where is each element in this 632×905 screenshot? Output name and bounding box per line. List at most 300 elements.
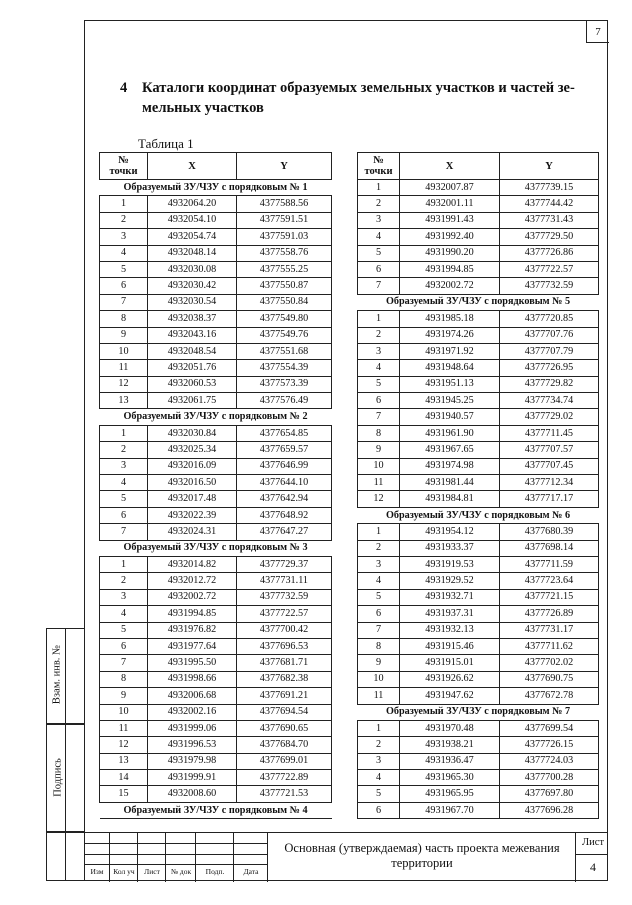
table-row — [100, 507, 332, 523]
column-header-x: X — [400, 153, 500, 180]
x-coordinate-cell: 4932038.37 — [148, 311, 237, 327]
group-title: Образуемый ЗУ/ЧЗУ с порядковым № 4 — [100, 802, 332, 818]
table-row — [100, 671, 332, 687]
point-number-cell: 5 — [100, 622, 148, 638]
table-row — [358, 196, 599, 212]
point-number-cell: 5 — [100, 491, 148, 507]
x-coordinate-cell: 4932054.10 — [148, 212, 237, 228]
y-coordinate-cell: 4377739.15 — [500, 180, 599, 196]
point-number-cell: 5 — [358, 376, 400, 392]
x-coordinate-cell: 4931947.62 — [400, 688, 500, 704]
y-coordinate-cell: 4377729.02 — [500, 409, 599, 425]
column-header-point-line1: № — [118, 155, 129, 166]
side-stamp-blank — [46, 832, 84, 881]
y-coordinate-cell: 4377731.17 — [500, 622, 599, 638]
table-caption: Таблица 1 — [138, 136, 194, 151]
point-number-cell: 6 — [100, 278, 148, 294]
x-coordinate-cell: 4932048.54 — [148, 343, 237, 359]
point-number-cell: 10 — [100, 704, 148, 720]
group-title: Образуемый ЗУ/ЧЗУ с порядковым № 1 — [100, 180, 332, 196]
table-row — [358, 475, 599, 491]
table-row — [358, 737, 599, 753]
y-coordinate-cell: 4377576.49 — [237, 393, 332, 409]
table-row — [358, 524, 599, 540]
x-coordinate-cell: 4931974.98 — [400, 458, 500, 474]
point-number-cell: 9 — [358, 442, 400, 458]
page-number-box — [586, 21, 609, 43]
table-row — [100, 261, 332, 277]
y-coordinate-cell: 4377591.03 — [237, 229, 332, 245]
point-number-cell: 4 — [100, 245, 148, 261]
x-coordinate-cell: 4932001.11 — [400, 196, 500, 212]
point-number-cell: 3 — [100, 229, 148, 245]
table-row — [358, 425, 599, 441]
point-number-cell: 11 — [358, 475, 400, 491]
table-row — [100, 524, 332, 540]
point-number-cell: 2 — [100, 212, 148, 228]
x-coordinate-cell: 4932016.50 — [148, 475, 237, 491]
table-row — [100, 245, 332, 261]
coordinates-table-left — [99, 152, 332, 819]
column-header-point — [100, 153, 148, 180]
table-row — [358, 802, 599, 818]
y-coordinate-cell: 4377558.76 — [237, 245, 332, 261]
point-number-cell: 15 — [100, 786, 148, 802]
y-coordinate-cell: 4377654.85 — [237, 425, 332, 441]
table-row — [100, 491, 332, 507]
x-coordinate-cell: 4931940.57 — [400, 409, 500, 425]
x-coordinate-cell: 4931985.18 — [400, 311, 500, 327]
column-header-y: Y — [237, 153, 332, 180]
column-header-point-line2: точки — [364, 166, 393, 177]
x-coordinate-cell: 4931919.53 — [400, 556, 500, 572]
x-coordinate-cell: 4931961.90 — [400, 425, 500, 441]
x-coordinate-cell: 4931915.01 — [400, 655, 500, 671]
table-row — [100, 737, 332, 753]
document-title-line2: территории — [391, 856, 453, 870]
column-header-point-line2: точки — [109, 166, 138, 177]
point-number-cell: 2 — [358, 327, 400, 343]
table-row — [100, 278, 332, 294]
side-label-podpis: Подпись — [52, 758, 64, 797]
x-coordinate-cell: 4931929.52 — [400, 573, 500, 589]
x-coordinate-cell: 4931999.06 — [148, 720, 237, 736]
point-number-cell: 11 — [100, 720, 148, 736]
group-header-row — [358, 704, 599, 720]
point-number-cell: 11 — [100, 360, 148, 376]
point-number-cell: 1 — [358, 720, 400, 736]
table-row — [100, 376, 332, 392]
point-number-cell: 1 — [358, 311, 400, 327]
table-row — [358, 327, 599, 343]
y-coordinate-cell: 4377591.51 — [237, 212, 332, 228]
x-coordinate-cell: 4932030.84 — [148, 425, 237, 441]
column-header-point-line1: № — [373, 155, 384, 166]
y-coordinate-cell: 4377732.59 — [237, 589, 332, 605]
point-number-cell: 2 — [100, 573, 148, 589]
point-number-cell: 2 — [358, 737, 400, 753]
y-coordinate-cell: 4377707.57 — [500, 442, 599, 458]
x-coordinate-cell: 4931951.13 — [400, 376, 500, 392]
x-coordinate-cell: 4931965.95 — [400, 786, 500, 802]
x-coordinate-cell: 4931977.64 — [148, 638, 237, 654]
table-row — [100, 589, 332, 605]
x-coordinate-cell: 4931937.31 — [400, 606, 500, 622]
y-coordinate-cell: 4377681.71 — [237, 655, 332, 671]
group-header-row — [100, 409, 332, 425]
x-coordinate-cell: 4931981.44 — [400, 475, 500, 491]
table-row — [100, 606, 332, 622]
point-number-cell: 5 — [100, 261, 148, 277]
x-coordinate-cell: 4931938.21 — [400, 737, 500, 753]
x-coordinate-cell: 4932002.72 — [400, 278, 500, 294]
x-coordinate-cell: 4931979.98 — [148, 753, 237, 769]
y-coordinate-cell: 4377700.28 — [500, 770, 599, 786]
y-coordinate-cell: 4377726.86 — [500, 245, 599, 261]
x-coordinate-cell: 4932025.34 — [148, 442, 237, 458]
point-number-cell: 9 — [358, 655, 400, 671]
table-row — [358, 720, 599, 736]
table-row — [358, 376, 599, 392]
column-header-point — [358, 153, 400, 180]
y-coordinate-cell: 4377734.74 — [500, 393, 599, 409]
point-number-cell: 2 — [358, 196, 400, 212]
x-coordinate-cell: 4931932.71 — [400, 589, 500, 605]
y-coordinate-cell: 4377644.10 — [237, 475, 332, 491]
point-number-cell: 7 — [358, 278, 400, 294]
y-coordinate-cell: 4377647.27 — [237, 524, 332, 540]
table-row — [100, 720, 332, 736]
y-coordinate-cell: 4377731.11 — [237, 573, 332, 589]
x-coordinate-cell: 4931970.48 — [400, 720, 500, 736]
x-coordinate-cell: 4932016.09 — [148, 458, 237, 474]
y-coordinate-cell: 4377717.17 — [500, 491, 599, 507]
table-row — [358, 753, 599, 769]
table-row — [358, 229, 599, 245]
x-coordinate-cell: 4932051.76 — [148, 360, 237, 376]
table-row — [100, 442, 332, 458]
point-number-cell: 8 — [358, 638, 400, 654]
y-coordinate-cell: 4377697.80 — [500, 786, 599, 802]
point-number-cell: 8 — [100, 671, 148, 687]
y-coordinate-cell: 4377722.89 — [237, 770, 332, 786]
group-header-row — [358, 294, 599, 310]
x-coordinate-cell: 4932030.54 — [148, 294, 237, 310]
point-number-cell: 6 — [358, 393, 400, 409]
column-header-y: Y — [500, 153, 599, 180]
table-row — [100, 573, 332, 589]
table-row — [100, 475, 332, 491]
y-coordinate-cell: 4377696.28 — [500, 802, 599, 818]
y-coordinate-cell: 4377696.53 — [237, 638, 332, 654]
group-header-row — [100, 802, 332, 818]
x-coordinate-cell: 4931996.53 — [148, 737, 237, 753]
table-row — [358, 180, 599, 196]
group-header-row — [100, 540, 332, 556]
y-coordinate-cell: 4377726.89 — [500, 606, 599, 622]
stamp-label-dok: № док — [170, 867, 192, 876]
y-coordinate-cell: 4377702.02 — [500, 655, 599, 671]
table-row — [358, 245, 599, 261]
x-coordinate-cell: 4931992.40 — [400, 229, 500, 245]
sheet-number: 4 — [590, 860, 596, 874]
page-number: 7 — [595, 25, 601, 38]
y-coordinate-cell: 4377680.39 — [500, 524, 599, 540]
x-coordinate-cell: 4931990.20 — [400, 245, 500, 261]
table-row — [100, 196, 332, 212]
point-number-cell: 7 — [358, 409, 400, 425]
point-number-cell: 4 — [100, 606, 148, 622]
y-coordinate-cell: 4377711.62 — [500, 638, 599, 654]
table-row — [100, 458, 332, 474]
y-coordinate-cell: 4377549.80 — [237, 311, 332, 327]
table-row — [358, 671, 599, 687]
section-title-line2: мельных участков — [142, 100, 264, 116]
point-number-cell: 8 — [358, 425, 400, 441]
y-coordinate-cell: 4377711.59 — [500, 556, 599, 572]
y-coordinate-cell: 4377554.39 — [237, 360, 332, 376]
point-number-cell: 5 — [358, 245, 400, 261]
y-coordinate-cell: 4377698.14 — [500, 540, 599, 556]
table-row — [100, 753, 332, 769]
stamp-label-data: Дата — [243, 867, 259, 876]
point-number-cell: 2 — [100, 442, 148, 458]
x-coordinate-cell: 4932043.16 — [148, 327, 237, 343]
y-coordinate-cell: 4377699.01 — [237, 753, 332, 769]
table-row — [100, 294, 332, 310]
table-row — [358, 770, 599, 786]
section-number: 4 — [120, 80, 128, 96]
column-header-x: X — [148, 153, 237, 180]
table-row — [358, 655, 599, 671]
point-number-cell: 13 — [100, 753, 148, 769]
x-coordinate-cell: 4931926.62 — [400, 671, 500, 687]
point-number-cell: 9 — [100, 327, 148, 343]
point-number-cell: 3 — [100, 458, 148, 474]
table-row — [358, 393, 599, 409]
point-number-cell: 10 — [100, 343, 148, 359]
coordinates-table-right — [357, 152, 599, 819]
y-coordinate-cell: 4377726.95 — [500, 360, 599, 376]
point-number-cell: 12 — [100, 737, 148, 753]
table-row — [100, 786, 332, 802]
y-coordinate-cell: 4377691.21 — [237, 688, 332, 704]
table-row — [358, 556, 599, 572]
side-label-vzam: Взам. инв. № — [51, 644, 63, 705]
x-coordinate-cell: 4932008.60 — [148, 786, 237, 802]
y-coordinate-cell: 4377700.42 — [237, 622, 332, 638]
table-row — [100, 343, 332, 359]
table-row — [100, 556, 332, 572]
table-row — [100, 311, 332, 327]
y-coordinate-cell: 4377729.37 — [237, 556, 332, 572]
table-row — [100, 622, 332, 638]
y-coordinate-cell: 4377721.15 — [500, 589, 599, 605]
table-row — [100, 212, 332, 228]
y-coordinate-cell: 4377672.78 — [500, 688, 599, 704]
document-title — [270, 841, 574, 871]
point-number-cell: 1 — [100, 196, 148, 212]
y-coordinate-cell: 4377646.99 — [237, 458, 332, 474]
x-coordinate-cell: 4932060.53 — [148, 376, 237, 392]
x-coordinate-cell: 4931936.47 — [400, 753, 500, 769]
y-coordinate-cell: 4377550.87 — [237, 278, 332, 294]
y-coordinate-cell: 4377722.57 — [500, 261, 599, 277]
point-number-cell: 4 — [358, 360, 400, 376]
x-coordinate-cell: 4932007.87 — [400, 180, 500, 196]
table-row — [358, 458, 599, 474]
point-number-cell: 10 — [358, 458, 400, 474]
y-coordinate-cell: 4377588.56 — [237, 196, 332, 212]
y-coordinate-cell: 4377707.76 — [500, 327, 599, 343]
x-coordinate-cell: 4932012.72 — [148, 573, 237, 589]
x-coordinate-cell: 4931984.81 — [400, 491, 500, 507]
y-coordinate-cell: 4377707.79 — [500, 343, 599, 359]
section-title — [142, 78, 575, 118]
x-coordinate-cell: 4931932.13 — [400, 622, 500, 638]
table-row — [358, 786, 599, 802]
table-row — [358, 360, 599, 376]
point-number-cell: 6 — [100, 507, 148, 523]
side-stamp-podpis — [46, 724, 84, 832]
table-row — [358, 638, 599, 654]
x-coordinate-cell: 4932017.48 — [148, 491, 237, 507]
table-row — [100, 770, 332, 786]
y-coordinate-cell: 4377732.59 — [500, 278, 599, 294]
point-number-cell: 7 — [358, 622, 400, 638]
y-coordinate-cell: 4377744.42 — [500, 196, 599, 212]
x-coordinate-cell: 4931976.82 — [148, 622, 237, 638]
y-coordinate-cell: 4377642.94 — [237, 491, 332, 507]
point-number-cell: 5 — [358, 786, 400, 802]
point-number-cell: 3 — [358, 556, 400, 572]
title-block — [84, 832, 608, 882]
table-row — [358, 573, 599, 589]
table-body-left — [100, 180, 332, 819]
y-coordinate-cell: 4377722.57 — [237, 606, 332, 622]
point-number-cell: 11 — [358, 688, 400, 704]
table-row — [358, 491, 599, 507]
point-number-cell: 5 — [358, 589, 400, 605]
y-coordinate-cell: 4377711.45 — [500, 425, 599, 441]
x-coordinate-cell: 4931998.66 — [148, 671, 237, 687]
point-number-cell: 10 — [358, 671, 400, 687]
stamp-label-izm: Изм — [90, 867, 104, 876]
table-row — [100, 655, 332, 671]
point-number-cell: 1 — [358, 180, 400, 196]
point-number-cell: 4 — [100, 475, 148, 491]
point-number-cell: 6 — [358, 261, 400, 277]
group-title: Образуемый ЗУ/ЧЗУ с порядковым № 2 — [100, 409, 332, 425]
point-number-cell: 12 — [100, 376, 148, 392]
y-coordinate-cell: 4377659.57 — [237, 442, 332, 458]
point-number-cell: 9 — [100, 688, 148, 704]
y-coordinate-cell: 4377694.54 — [237, 704, 332, 720]
y-coordinate-cell: 4377726.15 — [500, 737, 599, 753]
y-coordinate-cell: 4377682.38 — [237, 671, 332, 687]
table-row — [100, 393, 332, 409]
x-coordinate-cell: 4931991.43 — [400, 212, 500, 228]
point-number-cell: 1 — [100, 425, 148, 441]
table-row — [358, 343, 599, 359]
y-coordinate-cell: 4377555.25 — [237, 261, 332, 277]
group-header-row — [100, 180, 332, 196]
table-row — [100, 229, 332, 245]
x-coordinate-cell: 4932002.16 — [148, 704, 237, 720]
y-coordinate-cell: 4377699.54 — [500, 720, 599, 736]
x-coordinate-cell: 4931954.12 — [400, 524, 500, 540]
y-coordinate-cell: 4377684.70 — [237, 737, 332, 753]
x-coordinate-cell: 4932061.75 — [148, 393, 237, 409]
y-coordinate-cell: 4377573.39 — [237, 376, 332, 392]
group-title: Образуемый ЗУ/ЧЗУ с порядковым № 3 — [100, 540, 332, 556]
table-row — [100, 688, 332, 704]
x-coordinate-cell: 4932030.08 — [148, 261, 237, 277]
table-row — [100, 638, 332, 654]
sheet-label: Лист — [582, 837, 604, 848]
x-coordinate-cell: 4932030.42 — [148, 278, 237, 294]
table-row — [358, 442, 599, 458]
x-coordinate-cell: 4932054.74 — [148, 229, 237, 245]
y-coordinate-cell: 4377731.43 — [500, 212, 599, 228]
x-coordinate-cell: 4932002.72 — [148, 589, 237, 605]
x-coordinate-cell: 4932022.39 — [148, 507, 237, 523]
y-coordinate-cell: 4377724.03 — [500, 753, 599, 769]
point-number-cell: 3 — [358, 753, 400, 769]
group-title: Образуемый ЗУ/ЧЗУ с порядковым № 7 — [358, 704, 599, 720]
stamp-label-list: Лист — [144, 867, 160, 876]
x-coordinate-cell: 4931945.25 — [400, 393, 500, 409]
point-number-cell: 3 — [100, 589, 148, 605]
point-number-cell: 14 — [100, 770, 148, 786]
point-number-cell: 4 — [358, 770, 400, 786]
y-coordinate-cell: 4377720.85 — [500, 311, 599, 327]
table-row — [100, 327, 332, 343]
stamp-label-kol-uch: Кол уч — [113, 867, 135, 876]
table-row — [358, 311, 599, 327]
point-number-cell: 13 — [100, 393, 148, 409]
table-row — [358, 212, 599, 228]
x-coordinate-cell: 4931994.85 — [400, 261, 500, 277]
y-coordinate-cell: 4377549.76 — [237, 327, 332, 343]
group-header-row — [358, 507, 599, 523]
x-coordinate-cell: 4932006.68 — [148, 688, 237, 704]
x-coordinate-cell: 4931967.65 — [400, 442, 500, 458]
table-row — [358, 278, 599, 294]
table-row — [100, 360, 332, 376]
y-coordinate-cell: 4377712.34 — [500, 475, 599, 491]
point-number-cell: 8 — [100, 311, 148, 327]
point-number-cell: 4 — [358, 573, 400, 589]
x-coordinate-cell: 4931948.64 — [400, 360, 500, 376]
x-coordinate-cell: 4931999.91 — [148, 770, 237, 786]
y-coordinate-cell: 4377551.68 — [237, 343, 332, 359]
y-coordinate-cell: 4377721.53 — [237, 786, 332, 802]
side-stamp-vzam — [46, 628, 84, 724]
point-number-cell: 1 — [358, 524, 400, 540]
x-coordinate-cell: 4931967.70 — [400, 802, 500, 818]
table-row — [358, 688, 599, 704]
x-coordinate-cell: 4931994.85 — [148, 606, 237, 622]
y-coordinate-cell: 4377550.84 — [237, 294, 332, 310]
y-coordinate-cell: 4377690.65 — [237, 720, 332, 736]
table-row — [358, 622, 599, 638]
section-title-line1: Каталоги координат образуемых земельных участков и частей зе- — [142, 80, 575, 96]
x-coordinate-cell: 4932024.31 — [148, 524, 237, 540]
table-row — [358, 589, 599, 605]
table-row — [358, 409, 599, 425]
y-coordinate-cell: 4377729.50 — [500, 229, 599, 245]
